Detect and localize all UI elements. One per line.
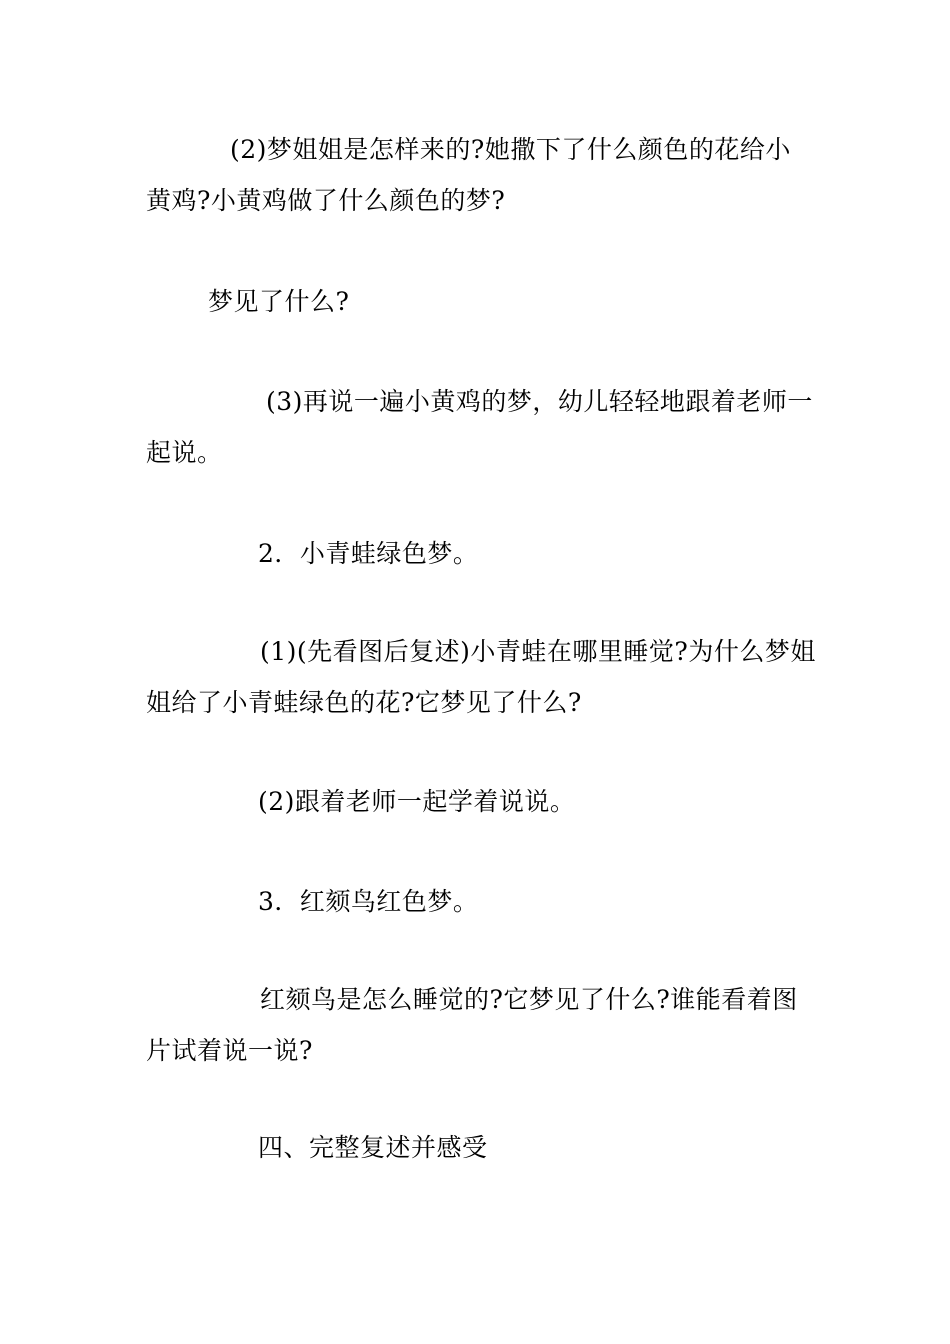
paragraph-frog-question-1: (1)(先看图后复述)小青蛙在哪里睡觉?为什么梦姐姐给了小青蛙绿色的花?它梦见了什么? [146,637,816,717]
section-heading-green-frog: 2．小青蛙绿色梦。 [258,539,479,568]
paragraph-bird-question: 红颏鸟是怎么睡觉的?它梦见了什么?谁能看着图片试着说一说? [146,985,798,1065]
paragraph-dream-question: 梦见了什么? [208,287,350,316]
section-heading-red-bird: 3．红颏鸟红色梦。 [258,887,479,916]
paragraph-question-2: (2)梦姐姐是怎样来的?她撒下了什么颜色的花给小黄鸡?小黄鸡做了什么颜色的梦? [146,135,791,215]
paragraph-question-3: (3)再说一遍小黄鸡的梦，幼儿轻轻地跟着老师一起说。 [146,387,813,467]
section-heading-four: 四、完整复述并感受 [258,1133,488,1162]
paragraph-frog-question-2: (2)跟着老师一起学着说说。 [258,787,576,816]
